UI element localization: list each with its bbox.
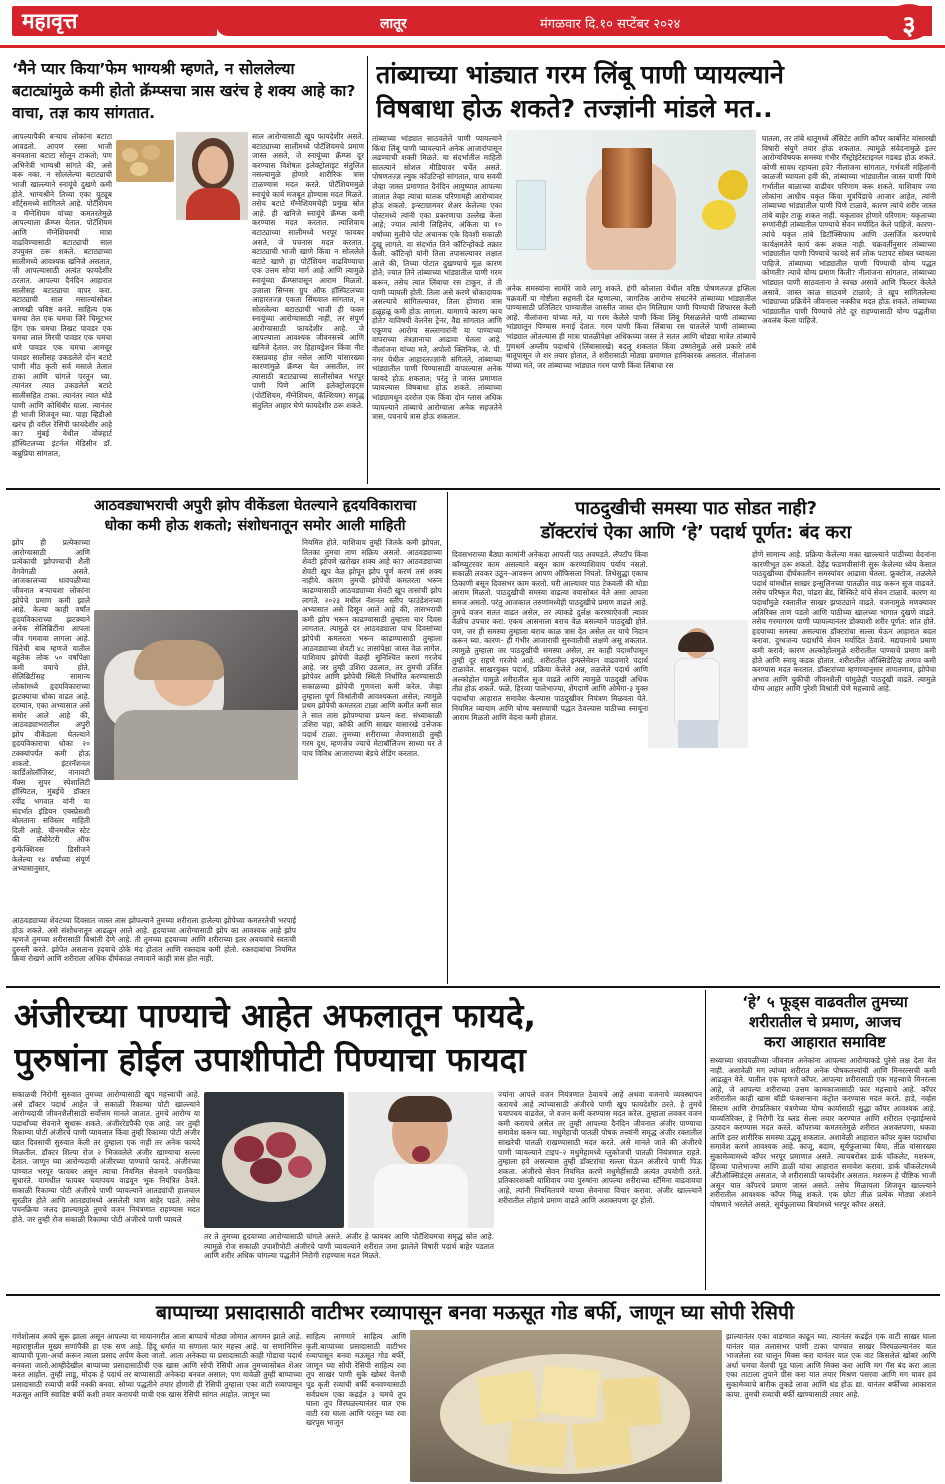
article7-headline: बाप्पाच्या प्रसादासाठी वाटीभर रव्यापासून बनवा मऊसूत गोड बर्फी, जाणून घ्या सोपी रेसिपी: [155, 1301, 795, 1324]
article5-headline-line1: अंजीरच्या पाण्याचे आहेत अफलातून फायदे,: [14, 996, 537, 1035]
article2-col3: घातला, तर तांबे धातूमध्ये ॲसिटेट आणि कॉपर कार्बोनेट यांसारखी विषारी संयुगे तयार होऊ शकतात. त्यामुळे संवेदनामुळे इतर आरोग्यविषयक समस्या गंभीर गॅस्ट्रोइंटेस्टाइनल गडबड होऊ शकते. कोणी सावध रहायला हवे? नीलांजना सांगतात, गर्भवती महिलांनी काळजी घ्यायला हवी की, तांब्याच्या भांड्यातील जास्त पाणी पिणे गर्भातील बाळाच्या वाढीवर परिणाम करू शकते. याशिवाय ज्या लोकांना आधीच यकृत किंवा मूत्रपिंडाचे आजार आहेत, त्यांनी तांब्याच्या भांड्यातील पाणी पिणे टाळावे, कारण त्यांचे शरीर जास्त तांबे बाहेर टाकू शकत नाही. यकृतावर होणारे परिणाम: यकृताच्या रुग्णांनीही तांब्यातील पाण्याचे सेवन मर्यादित केले पाहिजे. कारण– त्यांचे यकृत तांबे डिटॉक्सिफाय आणि उत्सर्जित करण्याचे कार्यक्षमतेने कार्य करू शकत नाही. चक्रवर्तीनुसार तांब्याच्या भांड्यातील पाणी पिण्याचे फायदे सर्व लोक पटापट सोबत घ्यायला पाहिजे. तांब्याच्या भांड्यातील पाणी पिण्याची योग्य पद्धत कोणती? त्याचे योग्य प्रमाण किती? नीलांजना सांगतात, तांब्याच्या भांड्यात पाणी साठवताना ते स्वच्छ असावे आणि फिल्टर केलेले असावे. जास्त काळ साठवणे टाळावे; ते खूप सांगितलेल्या भांड्याच्या प्रक्रियेने जीवनाला नक्कीच मदत होऊ शकते. तांब्याच्या भांड्यातील पाणी पिण्याचे तोटे दूर राहण्यासाठी योग्य पद्धतीचा अवलंब केला पाहिजे.: [762, 134, 936, 326]
article2-headline-line1: तांब्याच्या भांड्यात गरम लिंबू पाणी प्यायल्याने: [376, 60, 784, 89]
article1-headline: ‘मैने प्यार किया’फेम भाग्यश्री म्हणते, न सोललेल्या बटाट्यांमुळे कमी होतो क्रॅम्प्सचा त्रास खरंच हे शक्य आहे का? वाचा, तज्ञ काय सांगतात.: [12, 60, 356, 122]
article4-headline-line2: डॉक्टरांचं ऐका आणि ‘हे’ पदार्थ पूर्णत: बंद करा: [540, 522, 852, 543]
article7-col3: झाल्यानंतर एका वाडग्यात काढून घ्या. त्यानंतर कढईत एक वाटी साखर घाला यानंतर यात तलासभर पाणी टाका पाण्यात साखर विरघळल्यानंतर यात भाजलेला रवा घालून मिक्स करा यानंतर यात एक वाट किसलेलं खोबरं आणि अर्धा चमचा वेलची पूड घाला आणि मिक्स करा आणि मग गॅस बंद करा आता एका ताटाला तुपाने ग्रीस करा यात तयार मिश्रण पसरवा आणि मग यावर हवं सुकामेव्याचे बारीक तुकडे लावा आणि थंड होऊ द्या. यानंतर बर्फीच्या आकारात कापा. तुमची रव्याची बर्फी खाण्यासाठी तयार आहे.: [726, 1332, 936, 1399]
article4-col2: होणे सामान्य आहे. प्रक्रिया केलेल्या मका खाल्ल्याने पाठीच्या वेदनांना कारणीभूत ठरू शकतो. देहेंद्र फडणवीसांनी सुरू केलेल्या ध्येय केसात पाठदुखीच्या दीर्घकालीन समस्यांवर आढावा घेतला. फ्रूक्टोज, तळलेले पदार्थ यांमधील साखर इन्सुलिनच्या पातळीत वाढ करून सूज वाढवते. तसेच परिष्कृत मैदा, पांढरा ब्रेड, बिस्किटे यांचे सेवन टाळावे. कारण या पदार्थांमुळे रक्तातील साखर झपाट्याने वाढते. वजनामुळे मणक्यावर अतिरिक्त ताण पडतो आणि पाठीच्या खालच्या भागात दुखणे वाढते. तसेच गरमागरम पाणी प्यायल्यानंतर डोक्याशी शरीर पूर्णत: शांत होते. हृदयाच्या समस्या असल्यास डॉक्टरांचा सल्ला घेऊन आहारात बदल करावा. दुग्धजन्य पदार्थांचे सेवन मर्यादित ठेवावे. मद्यपानाचे प्रमाण कमी करावे; कारण अल्कोहोलमुळे शरीरातील पाण्याचे प्रमाण कमी होते आणि स्नायू कडक होतात. शरीरातील ऑक्सिडेटिव्ह तणाव कमी करण्यास मदत करतात. डॉक्टरांच्या म्हणण्यानुसार ताणतणाव, झोपेचा अभाव आणि चुकीची जीवनशैली यांमुळेही पाठदुखी वाढते. त्यामुळे योग्य आहार आणि पुरेशी विश्रांती घेणे महत्त्वाचे आहे.: [752, 550, 936, 694]
article1-col2: साल आरोग्यासाठी खूप फायदेशीर असते. बटाट्याच्या सालीमध्ये पोटॅशियमचे प्रमाण जास्त असते, जे स्नायूंच्या क्रॅम्प्स दूर करण्यास विशेषतः इलेक्ट्रोलाइट संतुलित नसल्यामुळे होणारे शारीरिक त्रास टाळण्यास मदत करते. पोटॅशियममुळे स्नायूंचे कार्य मजबूत होण्यास मदत मिळते. तसेच बटाटे मॅग्नेशियमचेही प्रमुख स्रोत आहे. ही खनिजे स्नायूंचे क्रॅम्प्स कमी करण्यास मदत करतात. त्याशिवाय बटाट्याच्या सालीमध्ये भरपूर फायबर असते, जे पचनास मदत करतात. बटाट्याची भाजी खाणे किंवा न सोललेले बटाटे खाणे हा पोटॅशियम वाढविण्याचा एक उत्तम सोपा मार्ग आहे आणि त्यामुळे स्नायूंच्या क्रॅम्प्सपासून आराम मिळतो. उजाला सिग्नस ग्रुप ऑफ हॉस्पिटलच्या आहारतज्ज्ञ एकता सिंघवाल सांगतात, न सोललेल्या बटाट्याची भाजी ही फक्त स्नायूंच्या आरोग्यासाठी नाही, तर संपूर्ण आरोग्यासाठी फायदेशीर आहे. जे आपल्याला आवश्यक जीवनसत्त्वे आणि खनिजे देतात. जर हिहायड्रेशन किंवा नीट रक्तप्रवाह होत नसेल आणि यांसारख्या कारणांमुळे क्रॅम्प्स येत असतील, तर त्यासाठी बटाट्याच्या सालीसोबत भरपूर पाणी पिणे आणि इलेक्ट्रोलाइट्स (पोटॅशियम, मॅग्नेशियम, कॅल्शियम) समृद्ध संतुलित आहार घेणे फायदेशीर ठरू शकते.: [252, 132, 364, 410]
article5-col3: ज्यांना आपले वजन नियंत्रणात ठेवायचे आहे अथवा वजनाचे व्यवस्थापन करायचे आहे त्यांच्यासाठी अंजीरचे पाणी खूप फायदेशीर ठरते. हे तुमचे चयापचय वाढवेल, जे वजन कमी करण्यास मदत करेल. तुम्हाला लवकर वजन कमी करायचे असेल तर तुम्ही आपल्या दैनंदिन जीवनात अंजीर पाण्याचा समावेश करून घ्या. मधुमेहाची पातळी पोषक तत्त्वांनी समृद्ध अंजीर रक्तातील साखरेची पातळी राखण्यासाठी मदत करते. असे मानले जाते की अंजीरचे पाणी प्यायल्याने टाइप–२ मधुमेहामध्ये ग्लुकोजची पातळी नियंत्रणात राहते. तुम्हाला हवे असल्यास तुम्ही डॉक्टरांचा सल्ला घेऊन अंजीरचे पाणी पिऊ शकता. अंजीरचे सेवन नियमित करणे मधुमेहींसाठी अत्यंत उपयोगी ठरते. प्रतिकारशक्ती याशिवाय ज्या पुरुषांना आपल्या शरीराच्या स्टॅमिना वाढवायचा आहे, त्यांनी नियमितपणे याच्या सेवनाचा विचार करावा. अंजीर खाल्ल्याने शरीरातील लोहाचे प्रमाण वाढते आणि अशक्तपणा दूर होतो.: [498, 1090, 702, 1205]
article2-col1: तांब्याच्या भांड्यात साठवलेले पाणी प्यायल्याने किंवा लिंबू पाणी प्यायल्याने अनेक आजारांपासून लढण्याची शक्ती मिळते. या संदर्भातील माहिती सातत्याने सोशल मीडियावर चर्चेत असते. पोषणतज्ज्ञ ल्युक कॉउटिन्हो सांगतात, याच सवयी जेव्हा जास्त प्रमाणात दैनंदिन आयुष्यात आपल्या जातात तेव्हा त्याचा घातक परिणामही आरोग्यावर होऊ शकतो. इन्स्टाग्रामवर शेअर केलेल्या एका पोस्टमध्ये त्यांनी एका प्रकरणाचा उल्लेख केला आहे; ज्यात त्यांनी लिहिलेय, अंकिता या १० वर्षांच्या मुलीचे पोट अचानक एके दिवशी सकाळी दुखू लागले. या संदर्भात तिने कॉटिन्होंकडे तक्रार केली. कॉटिन्हो यांनी तिला तपासल्यावर लक्षात आले की, तिच्या पोटात दुखण्याचे मूळ कारण होते; ज्यात तिने तांब्याच्या भांड्यातील पाणी गरम करून, तसेच त्यात लिंबाचा रस टाकून, ते ती पाणी प्यायली होती. तिला असे करणे धोकादायक असल्याचे सांगितल्यावर, तिला होणारा त्रास हळूहळू कमी होऊ लागला. यामागचे कारण काय होते? याविषयी वेलनेस ट्रेनर, वैद्य सांगतात आणि एकूणच आरोग्य सल्लागारांनी या पाण्याच्या वापराच्या तंत्रज्ञानाचा आढावा घेतला आहे. नीलांजना यांच्या मते, अपोलो क्लिनिक, जे. पी. नगर येथील आहारतज्ज्ञांनी संगितले, तांब्याच्या भांड्यातील पाणी पिण्यासाठी वापरल्यास अनेक फायदे होऊ शकतात; परंतु ते जास्त प्रमाणात प्यायल्यास विषबाधा होऊ शकते. तांब्याच्या भांड्यामधून दररोज एक किंवा दोन ग्लास अधिक प्यायल्याने तांब्याचे आरोग्याला अनेक सहजतेने त्रास, पचनाचे त्रास होऊ शकतात.: [372, 134, 502, 422]
article6-body: सध्याच्या धावपळीच्या जीवनात अनेकांना आपल्या आरोग्याकडे पुरेसे लक्ष देता येत नाही. अशावेळी मग त्यांच्या शरीरात अनेक पोषकतत्त्वांची आणि मिनरल्सची कमी आढळून येते. यातील एक म्हणजे कॉपर. आपल्या शरीरासाठी एक महत्त्वाचे मिनरल्स आहे, जे आपल्या शरीराच्या उत्तम कामकाजासाठी फार महत्त्वाचे आहे. कॉपर शरीरातील काही खास बॉडी फंक्शन्सना कंट्रोल करण्यास मदत करते. हाडे, नर्व्हस सिस्टम आणि रोगप्रतिकार यंत्रणेच्या योग्य कार्यासाठी सुद्धा कॉपर आवश्यक आहे. याव्यतिरिक्त, हे निरोगी रेड ब्लड सेल्स तयार करण्यात आणि शरीरात एन्झाईम्सचे उत्पादन करण्यास मदत करते. कॉपरच्या कमतरतेमुळे शरीरात अशक्तपणा, थकवा आणि इतर शारीरिक समस्या उद्भवू शकतात. अशावेळी आहारात कॉपर युक्त पदार्थांचा समावेश करणे आवश्यक आहे. काजू, बदाम, सूर्यफुलाच्या बिया, तीळ यांसारख्या सुकामेव्यामध्ये कॉपर भरपूर प्रमाणात असते. त्याचबरोबर डार्क चॉकलेट, मशरूम, हिरव्या पालेभाज्या आणि डाळी यांचा आहारात समावेश करावा. डार्क चॉकलेटमध्ये अँटीऑक्सिडंट्स असतात, जे शरीरासाठी फायदेशीर असतात. मशरूम हे पौष्टिक भाजी असून यात कॉपरचे प्रमाण जास्त असते. तसेच मिळायला शिजवून खाल्ल्याने शरीरातील आवश्यक कॉपर मिळू शकते. एक छोटा तीळ प्रत्येक मोठ्या अंशाने पोषणाने भरलेले असते. सूर्यफुलाच्या बियांमध्ये भरपूर कॉपर असते.: [710, 1056, 936, 1209]
masthead-rule: [0, 45, 945, 48]
potato-photo: [116, 140, 174, 182]
article4-headline-line1: पाठदुखीची समस्या पाठ सोडत नाही?: [575, 498, 817, 519]
article5-col2: तर ते तुमच्या हृदयाच्या आरोग्यासाठी चांगले असते. अंजीर हे फायबर आणि पोटॅशियमचा समृद्ध स्रोत आहे. त्यामुळे रोज सकाळी उपाशीपोटी अंजीरचे पाणी प्यायल्याने शरीरात जमा झालेले विषारी पदार्थ बाहेर पडतात आणि शरीर अधिक चांगल्या पद्धतीने निरोगी राहण्यास मदत मिळते.: [204, 1232, 494, 1261]
article2-col2: अनेक समस्यांना सामोरे जावे लागू शकते. हंगी कोलाला येथील वरिष्ठ पोषणतज्ज्ञ इप्सिता चक्रवर्ती या गोष्टीला सहमती देत म्हणाल्या, जागतिक आरोग्य संघटनेने तांब्याच्या भांड्यातील पाण्यासाठी प्रतिलिटर पाण्यातील जास्तीत जास्त दोन मिलिग्राम पाणी पिण्याची शिफारस केली आहे. नीलांजना यांच्या मते, या गरम केलेले पाणी किंवा लिंबू मिसळलेले पाणी तांब्याच्या भांड्यातून पिण्यास मनाई देतात. गरम पाणी किंवा लिंबाचा रस यातलेले पाणी तांब्याच्या भांड्यात ओतल्यास ही मात्रा पातळीपेक्षा अधिकच्या जस्त ते सतत आणि थोड्या मात्रेत तांब्याचे गुणधर्म अम्लीय पदार्थाचे (लिंबासारखे) बदलू शकतात किंवा उष्णतेमुळे असे प्रकारे तांबे धातूपासून जे शर तयार होतात, ते शरीरासाठी मोठ्या प्रमाणात हानिकारक असतात. नीलांजना यांच्या मते, जर तांब्याच्या भांड्यात गरम पाणी किंवा लिंबाचा रस: [506, 284, 756, 370]
column-divider: [705, 990, 706, 1290]
fig-bowl-photo: [204, 1092, 344, 1228]
article3-headline-line2: धोका कमी होऊ शकतो; संशोधनातून समोर आली माहिती: [104, 518, 406, 534]
article7-col1: गणेशोत्सव अवघे सुरू झाला असून आपल्या या मायानगरीत आता बाप्पाचे मोठ्या जोमात आगमन झाले आहे. महाराष्ट्रातील मुख्य सणांपैकी हा एक सण आहे. हिंदू धर्मात या सणाला फार महत्त्व आहे. या सणानिमित्त बाप्पाची पूजा–अर्चा करून त्याला प्रसाद अर्पण केला जातो. आता अनेकदा या प्रसादासाठी काही गोडाचा पदार्थ बनवला जातो.आम्हीदेखील बाप्पाच्या प्रसादासाठीची एक खास आणि सोपी रेसिपी आज तुमच्यासोबत शेअर करत आहोत. तुम्ही लाडू, मोदक हे पदार्थ तर बाप्पासाठी अनेकदा बनवत असाल; पण यावेळी तुम्ही बाप्पाच्या प्रसादासाठी रव्याची बर्फी नक्की बनवा. सोप्या पद्धतीने तयार होणारी ही रेसिपी तुम्हाला एका वाटी रव्यापासून मऊसूत आणि स्वादिष्ट बर्फी कशी तयार करायची याची एक खास रेसिपी सांगत आहोत. जाणून घ्या: [12, 1332, 302, 1399]
masthead-date: मंगळवार दि.१० सप्टेंबर २०२४: [540, 17, 681, 32]
article5-headline-line2: पुरुषांना होईल उपाशीपोटी पिण्याचा फायदा: [14, 1040, 526, 1079]
article4-col1: दिवसभराच्या बैठ्या कामांनी अनेकदा आपली पाठ अवघडते. लॅपटॉप किंवा कॉम्प्युटरवर काम असल्याने बसून काम करण्याशिवाय पर्याय नसतो. सकाळी लवकर उठून–आवरून आपण ऑफिसला निघतो. तिथेसुद्धा एकाच ठिकाणी बसून दिवसभर काम करतो. घरी आल्यावर पाठ टेकवली की थोडा आराम मिळतो. पाठदुखीची समस्या वाढत्या वयासोबत येते असा आपला समज असतो. परंतु आजकाल तरुणांमध्येही पाठदुखीचे प्रमाण वाढले आहे. तुमचे वजन सतत वाढत असेल, तर त्याकडे दुर्लक्ष करण्याऐवजी त्यावर वेळीच उपचार करा. एकच आसनाला बराच वेळ बसल्याने पाठदुखी होते. पण, जर ही समस्या तुम्हाला बराच काळ त्रास देत असेल तर याचे निदान करून घ्या. कारण– ही गंभीर आजाराची सुरुवातीची लक्षणे असू शकतात. त्यामुळे तुम्हाला जर पाठदुखीची समस्या असेल, तर काही पदार्थांपासून तुम्ही दूर राहणे गरजेचे आहे. शरीरातील इन्फ्लेमेशन वाढवणारे पदार्थ टाळावेत. साखरयुक्त पदार्थ, प्रक्रिया केलेले अन्न, तळलेले पदार्थ आणि अल्कोहोल यामुळे शरीरातील सूज वाढते आणि त्यामुळे पाठदुखी अधिक तीव्र होऊ शकते. फळे, हिरव्या पालेभाज्या, शेंगदाणे आणि ओमेगा-३ युक्त पदार्थांचा आहारात समावेश केल्यास पाठदुखीवर नियंत्रण मिळवता येते. नियमित व्यायाम आणि योग्य बसण्याची पद्धत ठेवल्यास पाठीच्या स्नायूंना आराम मिळतो आणि वेदना कमी होतात.: [452, 550, 648, 723]
article3-col3: नियमित होते. याशिवाय तुम्ही जितके कमी झोपता, तितका तुमचा ताण सक्रिय असतो. आठवड्याच्या शेवटी झोपणे खरोखर शक्य आहे का? आठवड्याच्या शेवटी खूप वेळ झोपून झोप पूर्ण करणं तसं शक्य नाहीये. कारण तुमची झोपेची कमतरता भरून काढण्यासाठी आठवड्याच्या शेवटी खूप तासांची झोप लागते. २०२३ मधील नॅशनल स्लीप फाउंडेशनच्या अभ्यासात असे दिसून आले आहे की, तासभराची कमी झोप भरून काढण्यासाठी तुम्हाला चार दिवस लागतात. त्यामुळे दर आठवड्याला पाच दिवसांच्या झोपेची कमतरता भरून काढण्यासाठी तुम्हाला आठवड्याच्या शेवटी ४८ तासांपेक्षा जास्त वेळ लागेल. याशिवाय झोपेची वेळही सुनिश्चित करणं गरजेचं आहे. जर तुम्ही उशिरा उठलात, तर तुमची उर्जित झोपेवर आणि झोपेची स्थिती निर्धारित करण्यासाठी सकाळच्या झोपेची गुणवत्ता कमी करेल. जेव्हा तुम्हाला पूर्ण विश्रांतीची आवश्यकता असेल; त्यामुळे प्रथम झोपेची कमतरता टाळा आणि कमीत कमी सात ते सात तास झोपण्याचा प्रयत्न करा. संध्याकाळी उशिरा चहा, कॉफी आणि साखर यासारखे उत्तेजक पदार्थ टाळा. तुमच्या शरीराच्या जेवणासाठी तुम्ही गरम दूध, म्हणजेच ज्याचे मेटाबॉलिज्म साध्या घर ते पाच विविध आजाराच्या बेडचे शेडिंग करतात.: [302, 538, 442, 759]
article6-headline-line1: ‘हे’ ५ फूड्स वाढवतील तुमच्या: [742, 993, 908, 1011]
article5-col1: सकाळची निरोगी सुरुवात तुमच्या आरोग्यासाठी खूप महत्त्वाची आहे. असे डॉक्टर पदार्थ आहेत जे सकाळी रिकाम्या पोटी खाल्ल्याने आरोग्यदायी जीवनशैलीसाठी सर्वोत्तम मानले जातात. तुमचे आरोग्य या पदार्थांच्या सेवनाने सुधारू शकते. अंजीररेडपैकी एक आहे. जर तुम्ही रिकाम्या पोटी अंजीरचे पाणी प्यायलात किंवा तुम्ही रिकाम्या पोटी अंजीर खात दिवसाची सुरुवात केली तर तुम्हाला एक नाही तर अनेक फायदे मिळतील. डॉक्टर शिल्पा रोज २ भिजवलेले अंजीर खाण्याचा सल्ला देतात. जाणून घ्या आरोग्यदायी अंजीरच्या पाण्याचे फायदे. अंजीरच्या पाण्यात भरपूर फायबर असून त्याचा नियमित सेवनाने पचनक्रिया सुधारते. यामधील फायबर चयापचय वाढवून भूक नियंत्रित ठेवते. सकाळी रिकाम्या पोटी अंजीरचे पाणी प्यायल्याने आतड्यांची हालचाल सुरळीत होते आणि आतड्यांमध्ये असलेली घाण बाहेर पडते. तसेच पचनक्रिया जलद झाल्यामुळे तुमचे वजन नियंत्रणात राहण्यास मदत होते. जर तुम्ही रोज सकाळी रिकाम्या पोटी अंजीरचे पाणी प्यायले: [12, 1090, 200, 1224]
article6-headline-line2: शरीरातील चे प्रमाण, आजच: [749, 1013, 901, 1031]
article1-col1: आपल्यापैकी बऱ्याच लोकांना बटाटा आवडतो. आपण रस्सा भाजी बनवताना बटाटा सोलून टाकतो; पण अभिनेत्री भाग्यश्री सांगते की, असे करू नका. न सोललेल्या बटाट्याची भाजी खाल्ल्याने स्नायूंचे दुखणे कमी होते. भाग्यश्रीने तिच्या एका यूट्यूब शॉर्ट्समध्ये सांगितले आहे. पोटॅशियम व मॅग्नेशियम यांच्या कमतरतेमुळे आपल्याला क्रॅम्प्स येतात. पोटॅशियम आणि मॅग्नेशियमची मात्रा वाढविण्यासाठी बटाट्याची साल उपयुक्त ठरू शकते. बटाट्याच्या सालीमध्ये आवश्यक खनिजे असतात, जी आपल्यासाठी अत्यंत फायदेशीर ठरतात. आपल्या दैनंदिन आहारात सालीसह बटाट्याचा वापर करा. बटाट्याची साल मसाल्यांसोबत आणखी चविष्ट बनते. साहित्य एक चमचा तेल एक चमचा जिरे चिमूटभर हिंग एक चमचा तिखट पावडर एक चमचा लाल मिरची पावडर एक चमचा धणे पावडर एक चमचा आमचूर पावडर सालीसह उकडलेले दोन बटाटे पाणी मीठ कृती सर्व मसाले तेलात टाका आणि चांगले परतून घ्या. त्यानंतर त्यात उकडलेले बटाटे सालीसहित टाका. त्यानंतर त्यात थोडे पाणी आणि कोथिंबीर घाला. त्यानंतर ही भाजी शिजवून घ्या. पाहा व्हिडीओ खरंच ही वरील रेसिपी फायदेशीर आहे का? मुंबई येथील वोक्हार्ट हॉस्पिटलच्या इंटर्नल मेडिसीन डॉ. कन्नुप्रिया सांगतात,: [12, 132, 112, 458]
masthead-title: महावृत्त: [12, 6, 217, 36]
column-divider: [447, 492, 448, 984]
article3-headline-line1: आठवड्याभराची अपुरी झोप वीकेंडला घेतल्याने हृदयविकाराचा: [93, 498, 417, 514]
actress-photo: [176, 132, 248, 220]
back-pain-photo: [648, 620, 748, 748]
article7-col2: साहित्य लागणारे साहित्य आणि कृती.बाप्पाच्या प्रसादासाठी वाटीभर रव्यापासून बनवा मऊसूत गोड बर्फी, जाणून घ्या सोपी रेसिपी साहित्य रवा तूप साखर पाणी सुके खोबरं वेलची पूड कृती रव्याची बर्फी बनवण्यासाठी सर्वप्रथम एका कढईत ३ चमचे तूप घाला तूप विरघळल्यानंतर यात एक वाटी रवा घाला आणि परतून घ्या रवा खरपूस भाजून: [306, 1332, 406, 1428]
section-rule: [6, 986, 940, 988]
page-number: ३: [902, 11, 916, 38]
column-divider: [367, 56, 368, 484]
masthead-city: लातूर: [380, 16, 407, 32]
article3-col2-visible: आठवड्याच्या शेवटच्या दिवसात जास्त तास झोपल्याने तुमच्या शरीराला हालेल्या झोपेच्या कमतरतेची भरपाई होऊ शकते. असे संशोधनातून आढळून आले आहे. हृदयाच्या आरोग्यासाठी झोप का आवश्यक आहे झोप म्हणजे तुमच्या शरीरासाठी विश्रांती देणे आहे. ती तुमच्या हृदयाच्या आणि शरीराच्या इतर अवयवांचे स्वतःची दुरुस्ती करते. झोपेत असताना ह्दयाचे ठोके मंद होतात आणि रक्तदाब कमी होतो. रक्तदाबांचा नियमित क्रिया रोखणे आणि शरीराला अधिक दीर्घकाळ तणावाने काही त्रास होत नाही.: [12, 916, 296, 964]
article6-headline-line3: करा आहारात समाविष्ट: [764, 1033, 886, 1051]
man-eating-fig-photo: [348, 1092, 494, 1228]
article3-col0: [94, 538, 298, 608]
section-rule: [6, 1294, 940, 1296]
copper-glass-photo: [506, 130, 756, 280]
article2-headline-line2: विषबाधा होऊ शकते? तज्ज्ञांनी मांडले मत..: [376, 94, 773, 123]
sleeping-woman-photo: [94, 610, 298, 780]
article3-col1: झोप ही प्रत्येकाच्या आरोग्यासाठी आणि प्रत्येकाची झोपण्याची शैली वेगवेगळी असते. आजकालच्या धावपळीच्या जीवनात बर्‍याचशा लोकांना झोपेचे प्रमाण कमी झाले आहे. केल्या काही वर्षांत हृदयविकाराच्या झटक्याने अनेक सेलिब्रिटींना आपला जीव गमवावा लागला आहे. चिंतेची बाब म्हणजे यातील बहुतेक लोक ५० वर्षांपेक्षा कमी वयाचे होते. सेलिब्रिटींसह सामान्य लोकांमध्ये हृदयविकाराच्या झटक्याचा धोका वाढत आहे. दरम्यान, एका अभ्यासात असे समोर आले आहे की, आठवड्याभरातील अपुरी झोप वीकेंडला घेतल्याने हृदयविकाराचा धोका २० टक्क्यांपर्यंत कमी होऊ शकतो. इंटरनॅशनल कार्डिओलॉजिस्ट, नानावटी मॅक्स सुपर स्पेशालिटी हॉस्पिटल, मुंबईचे डॉक्टर रवींद्र भगवात यांनी या संदर्भात इंडियन एक्स्प्रेसशी बोलताना सविस्तर माहिती दिली आहे. चीनमधील स्टेट की लॅबोरेटरी ऑफ इन्फेक्शियस डिसीजने केलेल्या १४ वर्षांच्या संपूर्ण अभ्यासानुसार,: [12, 538, 90, 874]
section-rule: [6, 488, 940, 490]
barfi-photo: [410, 1330, 722, 1482]
